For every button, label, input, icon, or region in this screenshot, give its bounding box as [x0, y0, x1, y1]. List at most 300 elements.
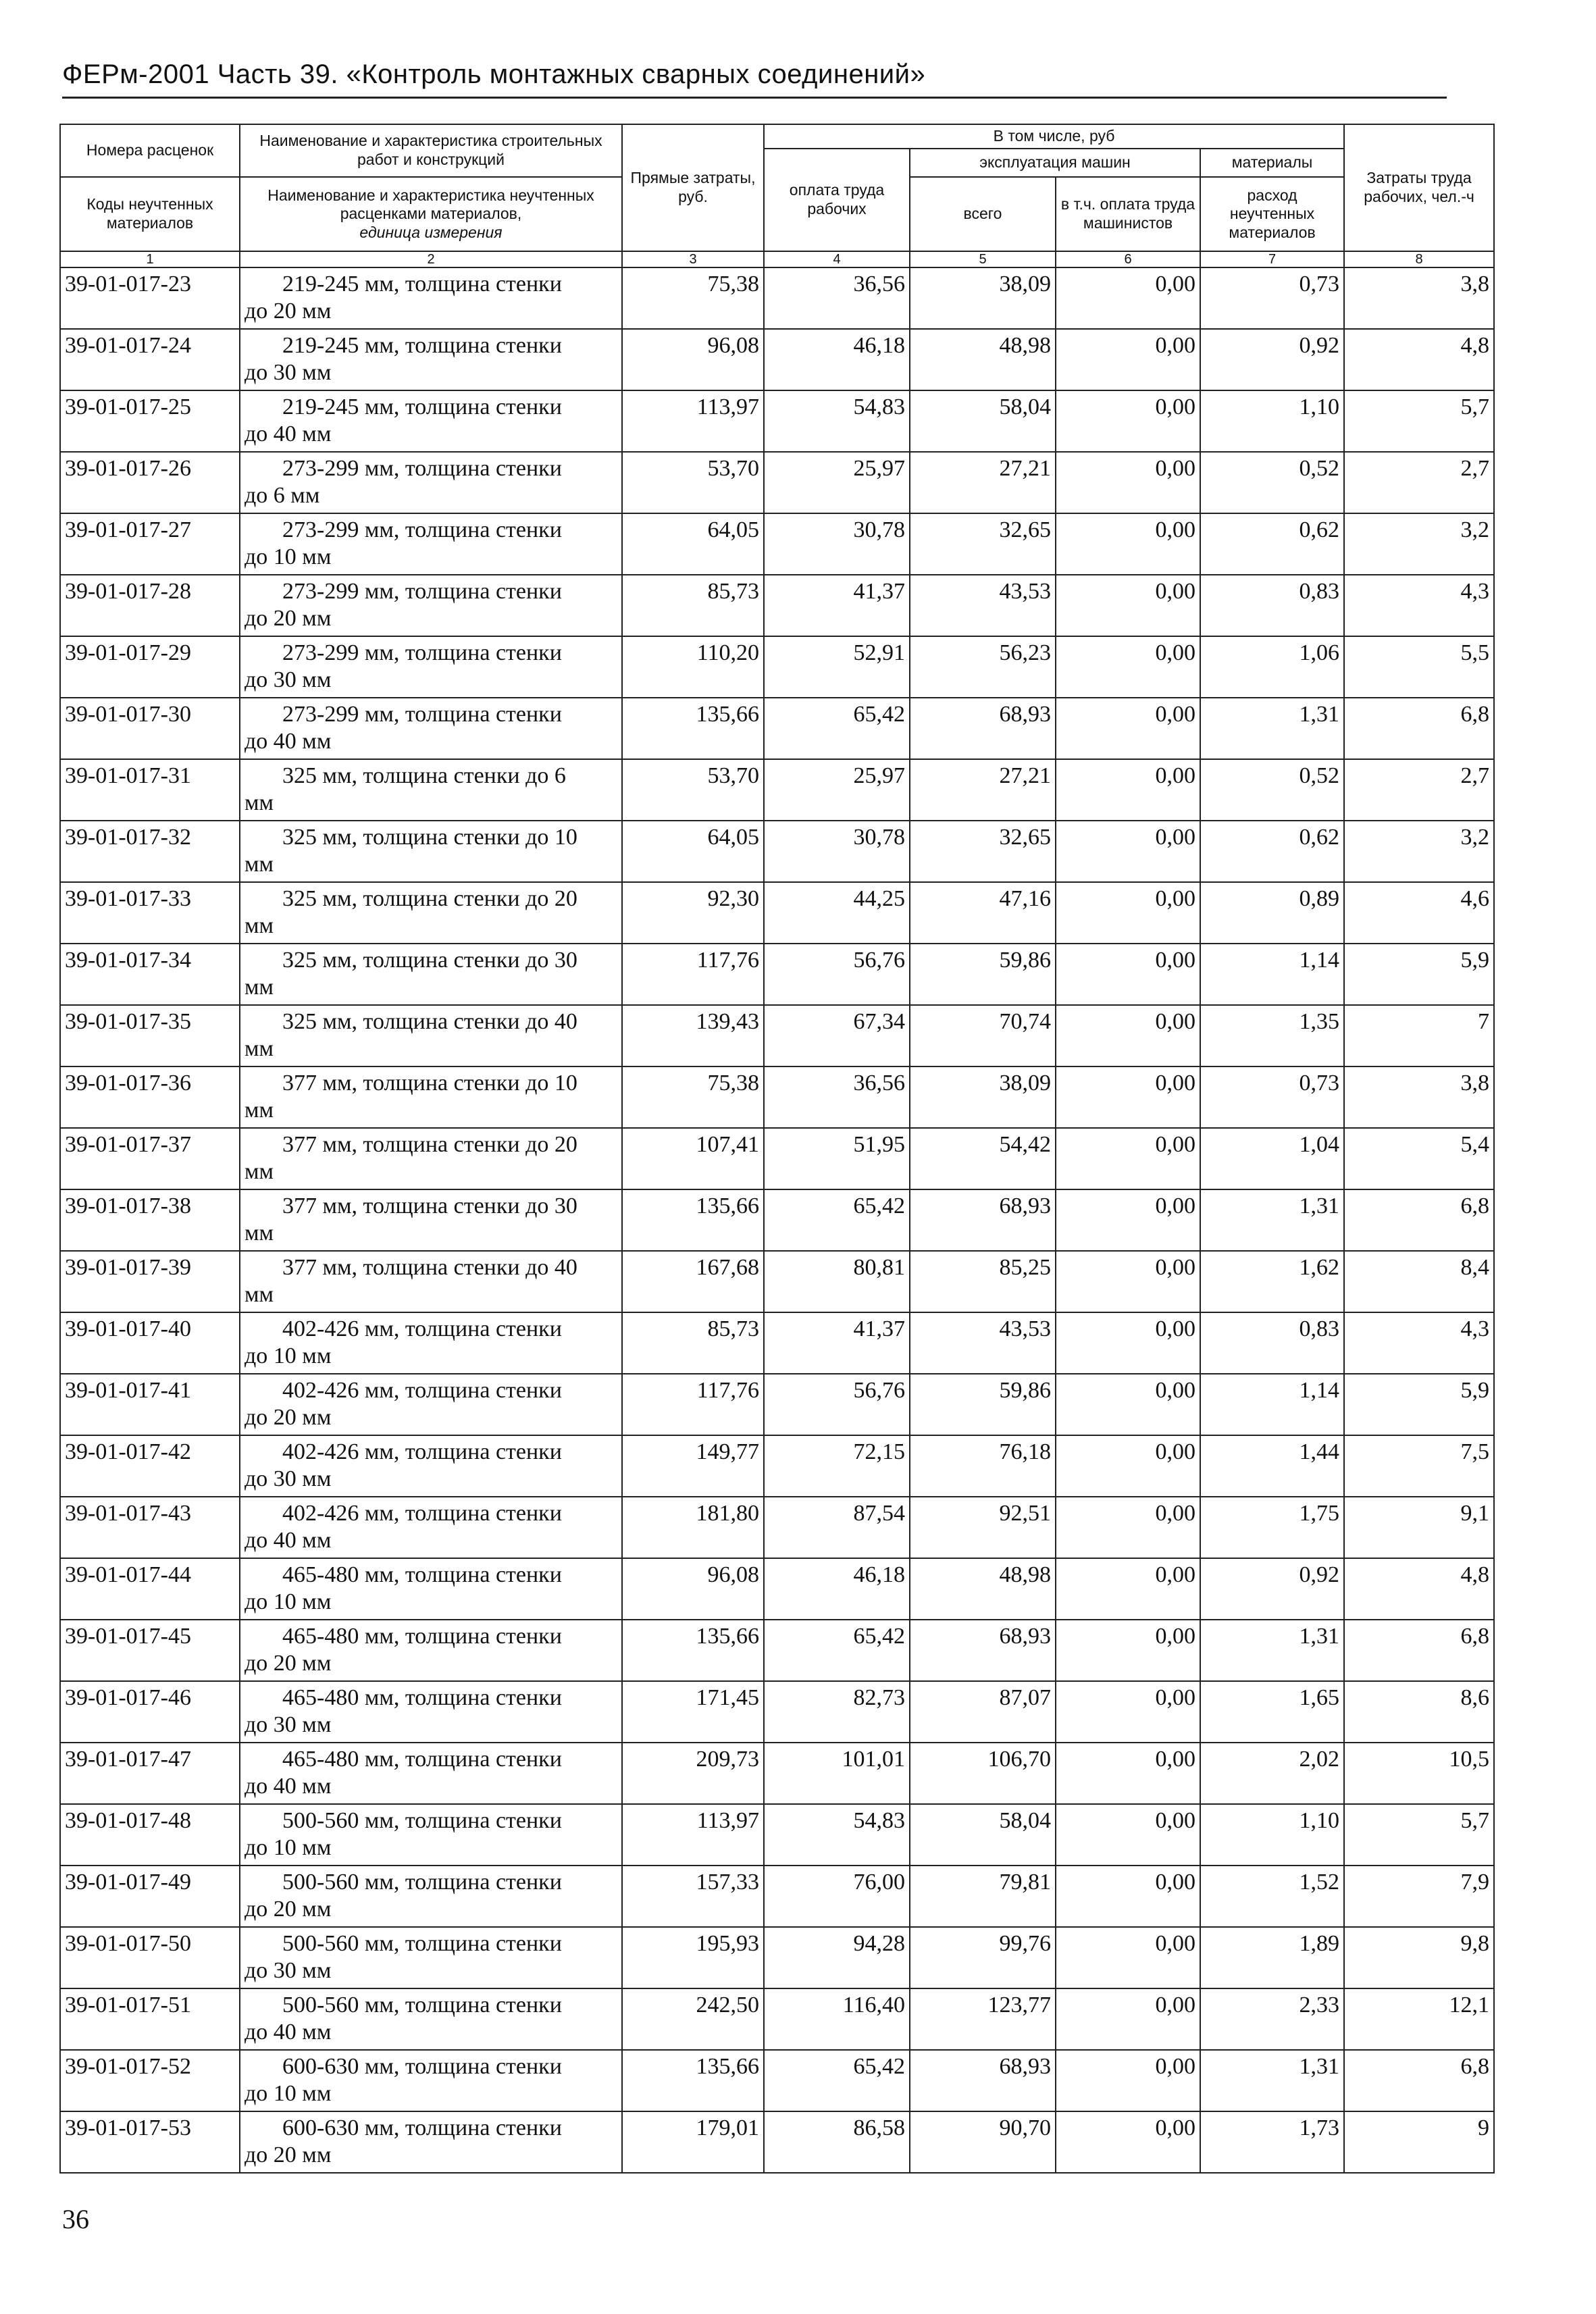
table-row: [60, 1558, 1494, 1620]
labor-hours-cell: 2,7: [1344, 759, 1494, 821]
rate-code: 39-01-017-24: [60, 329, 240, 390]
header-materials-name: [240, 177, 622, 251]
materials-cell: 2,33: [1200, 1988, 1344, 2050]
table-row: [60, 1804, 1494, 1866]
description-line-1: 377 мм, толщина стенки до 40: [282, 1255, 577, 1280]
rate-code: 39-01-017-48: [60, 1804, 240, 1866]
machinists-pay-cell: 0,00: [1056, 1804, 1200, 1866]
labor-hours-cell: 5,4: [1344, 1128, 1494, 1189]
description-line-1: 219-245 мм, толщина стенки: [282, 333, 562, 358]
labor-pay-cell: 25,97: [764, 452, 910, 513]
rate-code: 39-01-017-53: [60, 2111, 240, 2173]
direct-costs-cell: 85,73: [622, 1312, 764, 1374]
labor-pay-cell: 30,78: [764, 821, 910, 882]
labor-pay-cell: 116,40: [764, 1988, 910, 2050]
description-line-1: 273-299 мм, толщина стенки: [282, 456, 562, 481]
labor-pay-cell: 36,56: [764, 267, 910, 329]
labor-hours-cell: 9: [1344, 2111, 1494, 2173]
rate-code: 39-01-017-39: [60, 1251, 240, 1312]
direct-costs-cell: 53,70: [622, 759, 764, 821]
labor-hours-cell: 5,9: [1344, 944, 1494, 1005]
labor-pay-cell: 56,76: [764, 1374, 910, 1435]
description-line-2: мм: [244, 913, 274, 938]
work-description: [240, 759, 622, 821]
machinists-pay-cell: 0,00: [1056, 1497, 1200, 1558]
direct-costs-cell: 113,97: [622, 390, 764, 452]
machinists-pay-cell: 0,00: [1056, 1988, 1200, 2050]
header-work-name: Наименование и характеристика строительных работ и конструкций: [240, 124, 622, 177]
labor-hours-cell: 4,3: [1344, 575, 1494, 636]
table-row: [60, 1866, 1494, 1927]
materials-cell: 0,83: [1200, 575, 1344, 636]
machines-total-cell: 123,77: [910, 1988, 1056, 2050]
labor-pay-cell: 94,28: [764, 1927, 910, 1988]
rate-code: 39-01-017-33: [60, 882, 240, 944]
machines-total-cell: 59,86: [910, 944, 1056, 1005]
machinists-pay-cell: 0,00: [1056, 1066, 1200, 1128]
direct-costs-cell: 75,38: [622, 267, 764, 329]
rate-code: 39-01-017-49: [60, 1866, 240, 1927]
labor-pay-cell: 65,42: [764, 698, 910, 759]
table-row: [60, 2111, 1494, 2173]
labor-hours-cell: 2,7: [1344, 452, 1494, 513]
column-number: 4: [764, 251, 910, 267]
rate-code: 39-01-017-29: [60, 636, 240, 698]
machines-total-cell: 59,86: [910, 1374, 1056, 1435]
description-line-2: до 20 мм: [244, 606, 332, 631]
materials-cell: 0,92: [1200, 1558, 1344, 1620]
description-line-2: до 10 мм: [244, 1343, 332, 1368]
machines-total-cell: 32,65: [910, 513, 1056, 575]
machinists-pay-cell: 0,00: [1056, 1251, 1200, 1312]
labor-pay-cell: 44,25: [764, 882, 910, 944]
materials-cell: 0,89: [1200, 882, 1344, 944]
rate-code: 39-01-017-36: [60, 1066, 240, 1128]
work-description: [240, 1804, 622, 1866]
labor-pay-cell: 46,18: [764, 1558, 910, 1620]
description-line-1: 402-426 мм, толщина стенки: [282, 1439, 562, 1464]
work-description: [240, 1866, 622, 1927]
description-line-1: 273-299 мм, толщина стенки: [282, 517, 562, 542]
direct-costs-cell: 53,70: [622, 452, 764, 513]
labor-pay-cell: 65,42: [764, 1620, 910, 1681]
description-line-2: до 20 мм: [244, 299, 332, 324]
work-description: [240, 1128, 622, 1189]
work-description: [240, 2111, 622, 2173]
header-codes: Коды неучтенных материалов: [60, 177, 240, 251]
table-row: [60, 1066, 1494, 1128]
labor-pay-cell: 36,56: [764, 1066, 910, 1128]
direct-costs-cell: 209,73: [622, 1743, 764, 1804]
machinists-pay-cell: 0,00: [1056, 1743, 1200, 1804]
rate-code: 39-01-017-50: [60, 1927, 240, 1988]
column-number-row: [60, 251, 1494, 267]
machinists-pay-cell: 0,00: [1056, 329, 1200, 390]
machinists-pay-cell: 0,00: [1056, 698, 1200, 759]
labor-pay-cell: 82,73: [764, 1681, 910, 1743]
machinists-pay-cell: 0,00: [1056, 759, 1200, 821]
work-description: [240, 329, 622, 390]
labor-hours-cell: 5,7: [1344, 1804, 1494, 1866]
table-row: [60, 390, 1494, 452]
materials-cell: 1,44: [1200, 1435, 1344, 1497]
machines-total-cell: 27,21: [910, 759, 1056, 821]
rate-code: 39-01-017-26: [60, 452, 240, 513]
labor-pay-cell: 101,01: [764, 1743, 910, 1804]
description-line-2: до 30 мм: [244, 1712, 332, 1737]
direct-costs-cell: 107,41: [622, 1128, 764, 1189]
machinists-pay-cell: 0,00: [1056, 636, 1200, 698]
machines-total-cell: 87,07: [910, 1681, 1056, 1743]
header-labor-costs: Затраты труда рабочих, чел.-ч: [1344, 124, 1494, 251]
direct-costs-cell: 92,30: [622, 882, 764, 944]
table-row: [60, 1681, 1494, 1743]
description-line-1: 325 мм, толщина стенки до 40: [282, 1009, 577, 1034]
description-line-2: мм: [244, 1220, 274, 1245]
table-row: [60, 882, 1494, 944]
work-description: [240, 882, 622, 944]
description-line-2: до 20 мм: [244, 1897, 332, 1922]
machines-total-cell: 76,18: [910, 1435, 1056, 1497]
description-line-2: до 30 мм: [244, 360, 332, 385]
machinists-pay-cell: 0,00: [1056, 1005, 1200, 1066]
table-row: [60, 575, 1494, 636]
description-line-1: 465-480 мм, толщина стенки: [282, 1624, 562, 1649]
description-line-2: до 30 мм: [244, 1466, 332, 1491]
labor-hours-cell: 4,8: [1344, 329, 1494, 390]
description-line-1: 500-560 мм, толщина стенки: [282, 1992, 562, 2017]
materials-cell: 1,04: [1200, 1128, 1344, 1189]
direct-costs-cell: 157,33: [622, 1866, 764, 1927]
table-row: [60, 329, 1494, 390]
labor-pay-cell: 30,78: [764, 513, 910, 575]
direct-costs-cell: 179,01: [622, 2111, 764, 2173]
table-row: [60, 452, 1494, 513]
machinists-pay-cell: 0,00: [1056, 575, 1200, 636]
machines-total-cell: 90,70: [910, 2111, 1056, 2173]
materials-cell: 1,10: [1200, 1804, 1344, 1866]
machines-total-cell: 106,70: [910, 1743, 1056, 1804]
materials-cell: 1,65: [1200, 1681, 1344, 1743]
materials-cell: 1,10: [1200, 390, 1344, 452]
labor-pay-cell: 65,42: [764, 1189, 910, 1251]
machines-total-cell: 70,74: [910, 1005, 1056, 1066]
description-line-1: 273-299 мм, толщина стенки: [282, 702, 562, 727]
table-row: [60, 1927, 1494, 1988]
description-line-1: 219-245 мм, толщина стенки: [282, 272, 562, 297]
labor-pay-cell: 56,76: [764, 944, 910, 1005]
work-description: [240, 1743, 622, 1804]
materials-cell: 0,73: [1200, 267, 1344, 329]
machines-total-cell: 38,09: [910, 1066, 1056, 1128]
machinists-pay-cell: 0,00: [1056, 1558, 1200, 1620]
rate-code: 39-01-017-27: [60, 513, 240, 575]
header-materials-consumption: расход неучтенных материалов: [1200, 177, 1344, 251]
materials-cell: 1,31: [1200, 1189, 1344, 1251]
direct-costs-cell: 85,73: [622, 575, 764, 636]
machinists-pay-cell: 0,00: [1056, 452, 1200, 513]
rate-code: 39-01-017-40: [60, 1312, 240, 1374]
machines-total-cell: 54,42: [910, 1128, 1056, 1189]
machines-total-cell: 92,51: [910, 1497, 1056, 1558]
rate-code: 39-01-017-25: [60, 390, 240, 452]
rate-code: 39-01-017-44: [60, 1558, 240, 1620]
rate-code: 39-01-017-52: [60, 2050, 240, 2111]
page-number: 36: [62, 2204, 89, 2234]
labor-pay-cell: 86,58: [764, 2111, 910, 2173]
description-line-2: до 40 мм: [244, 2020, 332, 2045]
direct-costs-cell: 139,43: [622, 1005, 764, 1066]
machines-total-cell: 58,04: [910, 1804, 1056, 1866]
description-line-1: 219-245 мм, толщина стенки: [282, 394, 562, 419]
rate-code: 39-01-017-45: [60, 1620, 240, 1681]
description-line-2: до 40 мм: [244, 421, 332, 446]
table-row: [60, 1988, 1494, 2050]
labor-hours-cell: 7,5: [1344, 1435, 1494, 1497]
table-row: [60, 1497, 1494, 1558]
description-line-1: 377 мм, толщина стенки до 20: [282, 1132, 577, 1157]
rate-code: 39-01-017-35: [60, 1005, 240, 1066]
direct-costs-cell: 117,76: [622, 1374, 764, 1435]
table-row: [60, 1312, 1494, 1374]
description-line-2: до 10 мм: [244, 2081, 332, 2106]
labor-hours-cell: 4,3: [1344, 1312, 1494, 1374]
labor-hours-cell: 5,7: [1344, 390, 1494, 452]
work-description: [240, 2050, 622, 2111]
description-line-2: до 30 мм: [244, 1958, 332, 1983]
machinists-pay-cell: 0,00: [1056, 1681, 1200, 1743]
header-machine-operation: эксплуатация машин: [910, 149, 1200, 177]
labor-hours-cell: 5,5: [1344, 636, 1494, 698]
labor-hours-cell: 3,8: [1344, 1066, 1494, 1128]
table-row: [60, 759, 1494, 821]
description-line-1: 325 мм, толщина стенки до 6: [282, 763, 566, 788]
machines-total-cell: 56,23: [910, 636, 1056, 698]
machinists-pay-cell: 0,00: [1056, 513, 1200, 575]
description-line-2: мм: [244, 975, 274, 1000]
work-description: [240, 1558, 622, 1620]
column-number: 8: [1344, 251, 1494, 267]
materials-cell: 1,73: [1200, 2111, 1344, 2173]
work-description: [240, 1988, 622, 2050]
labor-pay-cell: 65,42: [764, 2050, 910, 2111]
description-line-2: до 20 мм: [244, 2142, 332, 2167]
rates-table: [59, 124, 1495, 2174]
machines-total-cell: 43,53: [910, 1312, 1056, 1374]
direct-costs-cell: 110,20: [622, 636, 764, 698]
table-body: [60, 267, 1494, 2173]
materials-cell: 1,89: [1200, 1927, 1344, 1988]
description-line-2: до 10 мм: [244, 1589, 332, 1614]
description-line-1: 465-480 мм, толщина стенки: [282, 1562, 562, 1587]
direct-costs-cell: 167,68: [622, 1251, 764, 1312]
labor-hours-cell: 6,8: [1344, 698, 1494, 759]
description-line-1: 465-480 мм, толщина стенки: [282, 1685, 562, 1710]
table-row: [60, 1128, 1494, 1189]
machines-total-cell: 47,16: [910, 882, 1056, 944]
table-row: [60, 2050, 1494, 2111]
table-row: [60, 1620, 1494, 1681]
machines-total-cell: 68,93: [910, 1189, 1056, 1251]
machinists-pay-cell: 0,00: [1056, 1128, 1200, 1189]
description-line-2: до 6 мм: [244, 483, 320, 508]
table-row: [60, 1435, 1494, 1497]
rate-code: 39-01-017-46: [60, 1681, 240, 1743]
work-description: [240, 1927, 622, 1988]
direct-costs-cell: 195,93: [622, 1927, 764, 1988]
materials-cell: 0,52: [1200, 759, 1344, 821]
materials-cell: 0,92: [1200, 329, 1344, 390]
rate-code: 39-01-017-23: [60, 267, 240, 329]
direct-costs-cell: 64,05: [622, 821, 764, 882]
machinists-pay-cell: 0,00: [1056, 1374, 1200, 1435]
rate-code: 39-01-017-30: [60, 698, 240, 759]
rate-code: 39-01-017-38: [60, 1189, 240, 1251]
description-line-2: мм: [244, 1159, 274, 1184]
description-line-1: 500-560 мм, толщина стенки: [282, 1870, 562, 1895]
rate-code: 39-01-017-51: [60, 1988, 240, 2050]
work-description: [240, 944, 622, 1005]
work-description: [240, 1005, 622, 1066]
description-line-2: до 20 мм: [244, 1651, 332, 1676]
labor-pay-cell: 41,37: [764, 1312, 910, 1374]
rate-code: 39-01-017-43: [60, 1497, 240, 1558]
work-description: [240, 575, 622, 636]
description-line-2: до 40 мм: [244, 729, 332, 754]
table-row: [60, 821, 1494, 882]
work-description: [240, 1251, 622, 1312]
materials-cell: 1,31: [1200, 1620, 1344, 1681]
labor-hours-cell: 12,1: [1344, 1988, 1494, 2050]
table-row: [60, 267, 1494, 329]
column-number: 7: [1200, 251, 1344, 267]
description-line-2: до 10 мм: [244, 544, 332, 569]
materials-cell: 1,31: [1200, 698, 1344, 759]
direct-costs-cell: 117,76: [622, 944, 764, 1005]
description-line-1: 402-426 мм, толщина стенки: [282, 1501, 562, 1526]
materials-cell: 0,73: [1200, 1066, 1344, 1128]
materials-cell: 1,06: [1200, 636, 1344, 698]
direct-costs-cell: 113,97: [622, 1804, 764, 1866]
direct-costs-cell: 96,08: [622, 1558, 764, 1620]
header-machines-total: всего: [910, 177, 1056, 251]
machinists-pay-cell: 0,00: [1056, 267, 1200, 329]
description-line-2: до 30 мм: [244, 667, 332, 692]
description-line-1: 273-299 мм, толщина стенки: [282, 579, 562, 604]
direct-costs-cell: 75,38: [622, 1066, 764, 1128]
labor-hours-cell: 4,6: [1344, 882, 1494, 944]
description-line-1: 325 мм, толщина стенки до 10: [282, 825, 577, 850]
machines-total-cell: 79,81: [910, 1866, 1056, 1927]
machinists-pay-cell: 0,00: [1056, 1620, 1200, 1681]
description-line-2: мм: [244, 852, 274, 877]
description-line-1: 600-630 мм, толщина стенки: [282, 2115, 562, 2140]
labor-pay-cell: 54,83: [764, 390, 910, 452]
description-line-2: мм: [244, 790, 274, 815]
labor-hours-cell: 8,6: [1344, 1681, 1494, 1743]
table-row: [60, 513, 1494, 575]
description-line-1: 377 мм, толщина стенки до 10: [282, 1071, 577, 1096]
column-number: 6: [1056, 251, 1200, 267]
work-description: [240, 1497, 622, 1558]
description-line-1: 273-299 мм, толщина стенки: [282, 640, 562, 665]
header-materials-name-text: Наименование и характеристика неучтенных расценками материалов,: [267, 186, 594, 223]
materials-cell: 1,35: [1200, 1005, 1344, 1066]
labor-hours-cell: 9,8: [1344, 1927, 1494, 1988]
labor-pay-cell: 67,34: [764, 1005, 910, 1066]
header-rate-numbers: Номера расценок: [60, 124, 240, 177]
description-line-1: 402-426 мм, толщина стенки: [282, 1316, 562, 1341]
header-materials: материалы: [1200, 149, 1344, 177]
header-labor-pay: оплата труда рабочих: [764, 149, 910, 251]
labor-hours-cell: 8,4: [1344, 1251, 1494, 1312]
labor-hours-cell: 7,9: [1344, 1866, 1494, 1927]
labor-hours-cell: 4,8: [1344, 1558, 1494, 1620]
work-description: [240, 1620, 622, 1681]
table-row: [60, 636, 1494, 698]
rate-code: 39-01-017-31: [60, 759, 240, 821]
work-description: [240, 267, 622, 329]
description-line-2: до 20 мм: [244, 1405, 332, 1430]
table-row: [60, 698, 1494, 759]
description-line-2: мм: [244, 1098, 274, 1123]
materials-cell: 0,83: [1200, 1312, 1344, 1374]
column-number: 5: [910, 251, 1056, 267]
work-description: [240, 821, 622, 882]
rate-code: 39-01-017-47: [60, 1743, 240, 1804]
machinists-pay-cell: 0,00: [1056, 821, 1200, 882]
materials-cell: 1,14: [1200, 1374, 1344, 1435]
description-line-2: мм: [244, 1036, 274, 1061]
materials-cell: 1,14: [1200, 944, 1344, 1005]
description-line-1: 325 мм, толщина стенки до 30: [282, 948, 577, 973]
header-machinists-pay: в т.ч. оплата труда машинистов: [1056, 177, 1200, 251]
labor-hours-cell: 6,8: [1344, 2050, 1494, 2111]
rate-code: 39-01-017-42: [60, 1435, 240, 1497]
table-row: [60, 1743, 1494, 1804]
table-row: [60, 1251, 1494, 1312]
machinists-pay-cell: 0,00: [1056, 2050, 1200, 2111]
description-line-1: 402-426 мм, толщина стенки: [282, 1378, 562, 1403]
labor-pay-cell: 46,18: [764, 329, 910, 390]
description-line-1: 325 мм, толщина стенки до 20: [282, 886, 577, 911]
work-description: [240, 1066, 622, 1128]
rate-code: 39-01-017-28: [60, 575, 240, 636]
labor-pay-cell: 52,91: [764, 636, 910, 698]
machines-total-cell: 27,21: [910, 452, 1056, 513]
materials-cell: 0,52: [1200, 452, 1344, 513]
materials-cell: 1,62: [1200, 1251, 1344, 1312]
direct-costs-cell: 242,50: [622, 1988, 764, 2050]
work-description: [240, 1374, 622, 1435]
rate-code: 39-01-017-37: [60, 1128, 240, 1189]
labor-hours-cell: 9,1: [1344, 1497, 1494, 1558]
machines-total-cell: 85,25: [910, 1251, 1056, 1312]
materials-cell: 1,75: [1200, 1497, 1344, 1558]
header-unit: единица измерения: [359, 223, 503, 241]
description-line-2: до 10 мм: [244, 1835, 332, 1860]
work-description: [240, 390, 622, 452]
description-line-1: 377 мм, толщина стенки до 30: [282, 1193, 577, 1218]
machines-total-cell: 68,93: [910, 1620, 1056, 1681]
work-description: [240, 513, 622, 575]
materials-cell: 0,62: [1200, 821, 1344, 882]
labor-pay-cell: 51,95: [764, 1128, 910, 1189]
labor-hours-cell: 6,8: [1344, 1620, 1494, 1681]
work-description: [240, 1312, 622, 1374]
machines-total-cell: 68,93: [910, 698, 1056, 759]
materials-cell: 2,02: [1200, 1743, 1344, 1804]
